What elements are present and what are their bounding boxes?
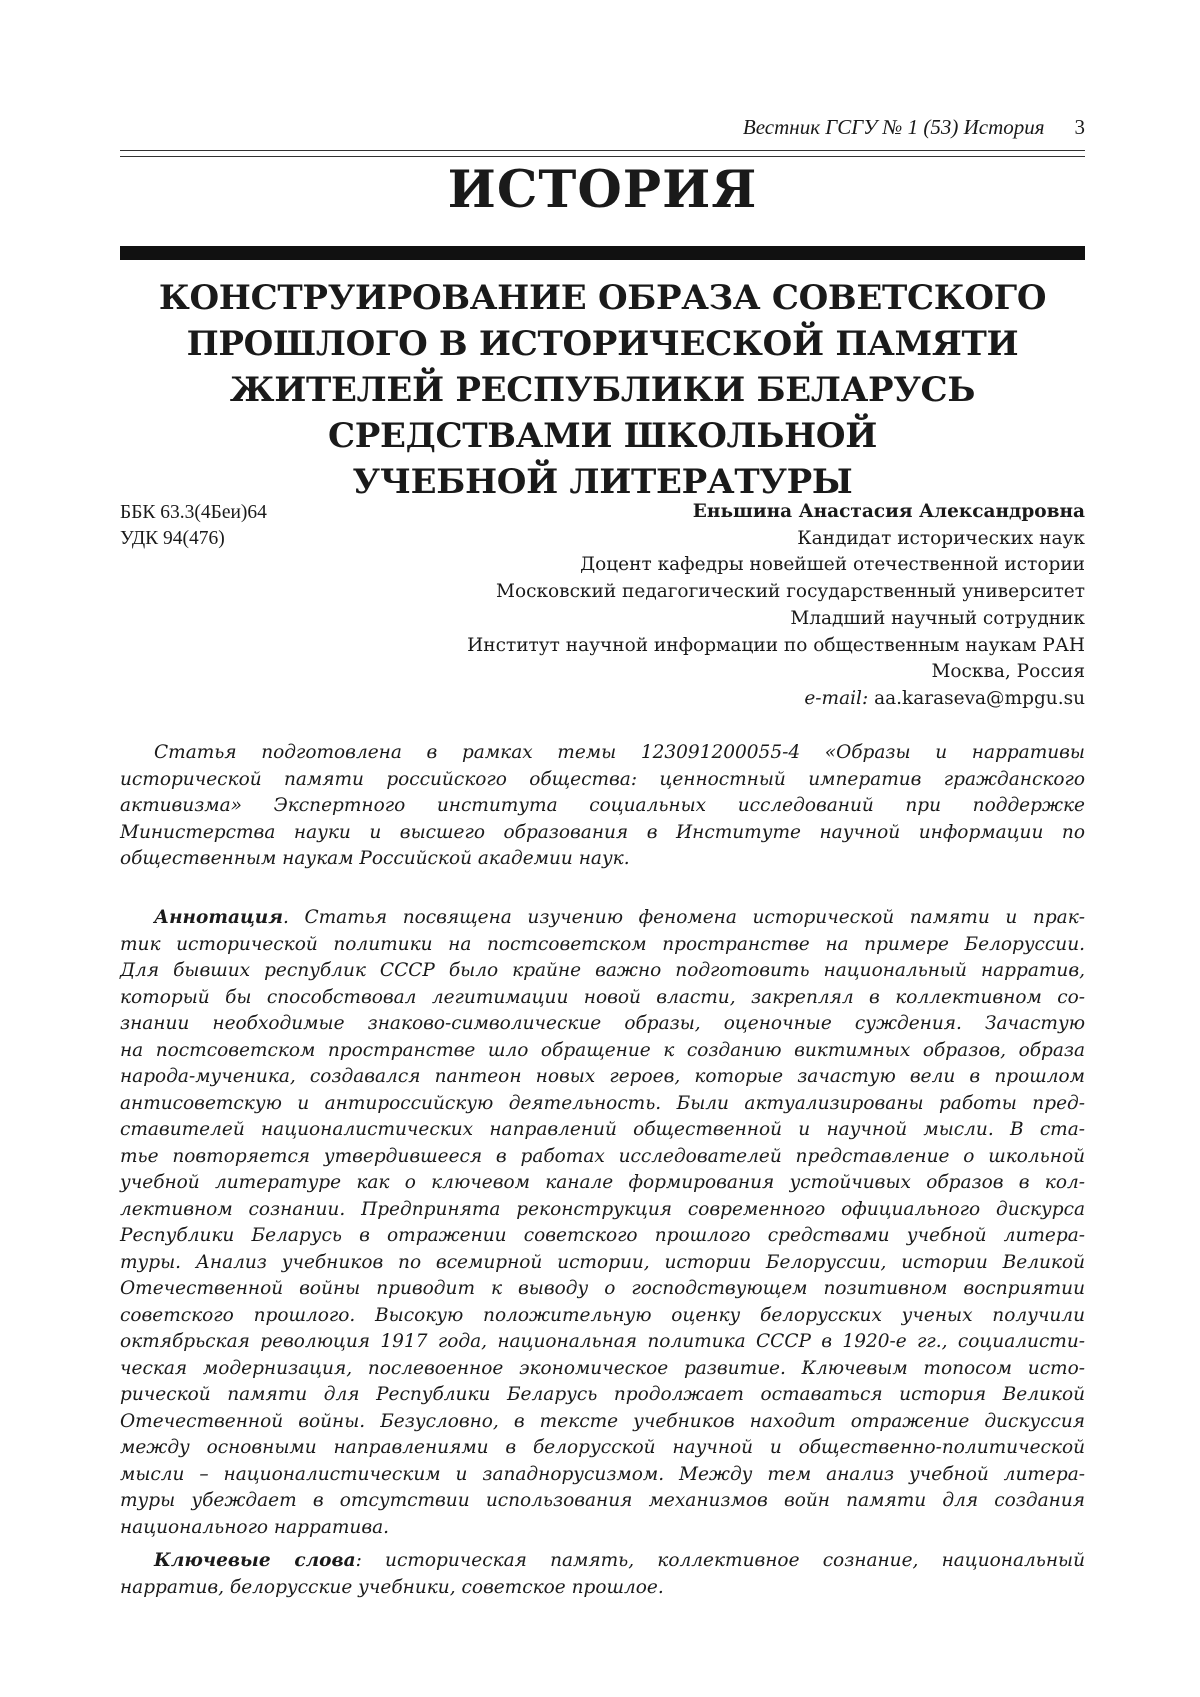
- author-email-row: [325, 686, 1085, 713]
- bbk-code: ББК 63.3(4Беи)64: [120, 502, 267, 523]
- author-email[interactable]: aa.karaseva@mpgu.su: [874, 687, 1085, 709]
- abstract-line: туры убеждает в отсутствии использования механизмов войн памяти для создания: [120, 1490, 1085, 1511]
- funding-line: Статья подготовлена в рамках темы 123091200055-4 «Образы и нарративы: [154, 742, 1085, 763]
- abstract-line: на постсоветском пространстве шло обращение к созданию виктимных образов, образа: [120, 1039, 1085, 1061]
- author-affiliation-line: Москва, Россия: [931, 661, 1085, 683]
- section-title: ИСТОРИЯ: [447, 160, 758, 220]
- abstract-label: Аннотация: [154, 907, 283, 928]
- abstract-line: октябрьская революция 1917 года, национальная политика СССР в 1920-е гг., социалисти-: [120, 1331, 1085, 1352]
- abstract-line: Для бывших республик СССР было крайне важно подготовить национальный нарратив,: [120, 960, 1085, 981]
- author-name: Еньшина Анастасия Александровна: [692, 501, 1085, 522]
- journal-name: Вестник ГСГУ № 1 (53) История: [742, 115, 1045, 139]
- title-line: СРЕДСТВАМИ ШКОЛЬНОЙ: [327, 416, 878, 456]
- keywords-line: нарратив, белорусские учебники, советское прошлое.: [120, 1576, 664, 1598]
- running-header: [120, 115, 1085, 147]
- abstract-line: национального нарратива.: [120, 1516, 389, 1538]
- author-affiliation-line: Московский педагогический государственный университет: [496, 581, 1085, 603]
- abstract-line: антисоветскую и антироссийскую деятельность. Были актуализированы работы пред-: [120, 1092, 1085, 1114]
- abstract-line: туры. Анализ учебников по всемирной истории, истории Белоруссии, истории Великой: [120, 1251, 1085, 1273]
- abstract-first-text: . Статья посвящена изучению феномена исторической памяти и прак-: [282, 907, 1085, 928]
- author-affiliation-line: Кандидат исторических наук: [797, 527, 1085, 549]
- author-affiliation-line: Младший научный сотрудник: [790, 607, 1085, 629]
- title-line: УЧЕБНОЙ ЛИТЕРАТУРЫ: [352, 462, 853, 502]
- title-line: КОНСТРУИРОВАНИЕ ОБРАЗА СОВЕТСКОГО: [158, 278, 1047, 318]
- header-rule-top: [120, 150, 1085, 151]
- keywords: [120, 1548, 1085, 1601]
- title-line: ПРОШЛОГО В ИСТОРИЧЕСКОЙ ПАМЯТИ: [186, 324, 1019, 364]
- section-divider-bar: [120, 246, 1085, 260]
- abstract-line: учебной литературе как о ключевом канале формирования устойчивых образов в кол-: [120, 1172, 1085, 1193]
- abstract-line: между основными направлениями в белорусской научной и общественно-политической: [120, 1437, 1085, 1458]
- abstract-line: народа-мученика, создавался пантеон новых героев, которые зачастую вели в прошлом: [120, 1066, 1085, 1087]
- abstract-line: Отечественной войны приводит к выводу о господствующем позитивном восприятии: [120, 1278, 1085, 1299]
- funding-line: общественным наукам Российской академии наук.: [120, 848, 630, 869]
- author-block: [325, 499, 1085, 713]
- udk-code: УДК 94(476): [120, 528, 225, 549]
- abstract-line: советского прошлого. Высокую положительную оценку белорусских ученых получили: [120, 1304, 1085, 1326]
- author-affiliation-line: Доцент кафедры новейшей отечественной истории: [580, 554, 1085, 576]
- header-rule-bottom: [120, 156, 1085, 157]
- email-label: e-mail:: [804, 687, 869, 709]
- author-affiliation-line: Институт научной информации по общественным наукам РАН: [467, 634, 1085, 656]
- abstract-line: Республики Беларусь в отражении советского прошлого средствами учебной литера-: [120, 1225, 1085, 1246]
- funding-line: Министерства науки и высшего образования в Институте научной информации по: [120, 821, 1085, 843]
- abstract-first-line: [120, 905, 1085, 932]
- funding-line: активизма» Экспертного института социальных исследований при поддержке: [120, 795, 1085, 816]
- abstract-line: тье повторяется утвердившееся в работах исследователей представление о школьной: [120, 1145, 1085, 1167]
- abstract-line: Отечественной войны. Безусловно, в тексте учебников находит отражение дискуссия: [120, 1410, 1085, 1432]
- keywords-label: Ключевые слова: [154, 1550, 356, 1571]
- keywords-first-text: : историческая память, коллективное сознание, национальный: [355, 1550, 1086, 1571]
- funding-note: [120, 740, 1085, 873]
- funding-line: исторической памяти российского общества: ценностный императив гражданского: [120, 768, 1085, 790]
- abstract-line: ческая модернизация, послевоенное экономическое развитие. Ключевым топосом исто-: [120, 1357, 1085, 1379]
- abstract-line: лективном сознании. Предпринята реконструкция современного официального дискурса: [120, 1198, 1085, 1220]
- abstract-line: знании необходимые знаково-символические образы, оценочные суждения. Зачастую: [120, 1013, 1085, 1034]
- abstract-line: мысли – националистическим и западнорусизмом. Между тем анализ учебной литера-: [120, 1463, 1085, 1485]
- page-number: 3: [1074, 115, 1085, 139]
- keywords-first-line: [120, 1548, 1085, 1575]
- classification-codes: [120, 500, 267, 552]
- abstract-line: рической памяти для Республики Беларусь продолжает оставаться история Великой: [120, 1384, 1085, 1405]
- abstract-line: ставителей националистических направлений общественной и научной мысли. В ста-: [120, 1119, 1085, 1140]
- abstract-line: тик исторической политики на постсоветском пространстве на примере Белоруссии.: [120, 933, 1085, 955]
- title-line: ЖИТЕЛЕЙ РЕСПУБЛИКИ БЕЛАРУСЬ: [229, 370, 976, 410]
- abstract-line: который бы способствовал легитимации новой власти, закреплял в коллективном со-: [120, 986, 1085, 1008]
- abstract: [120, 905, 1085, 1541]
- article-title: [120, 275, 1085, 505]
